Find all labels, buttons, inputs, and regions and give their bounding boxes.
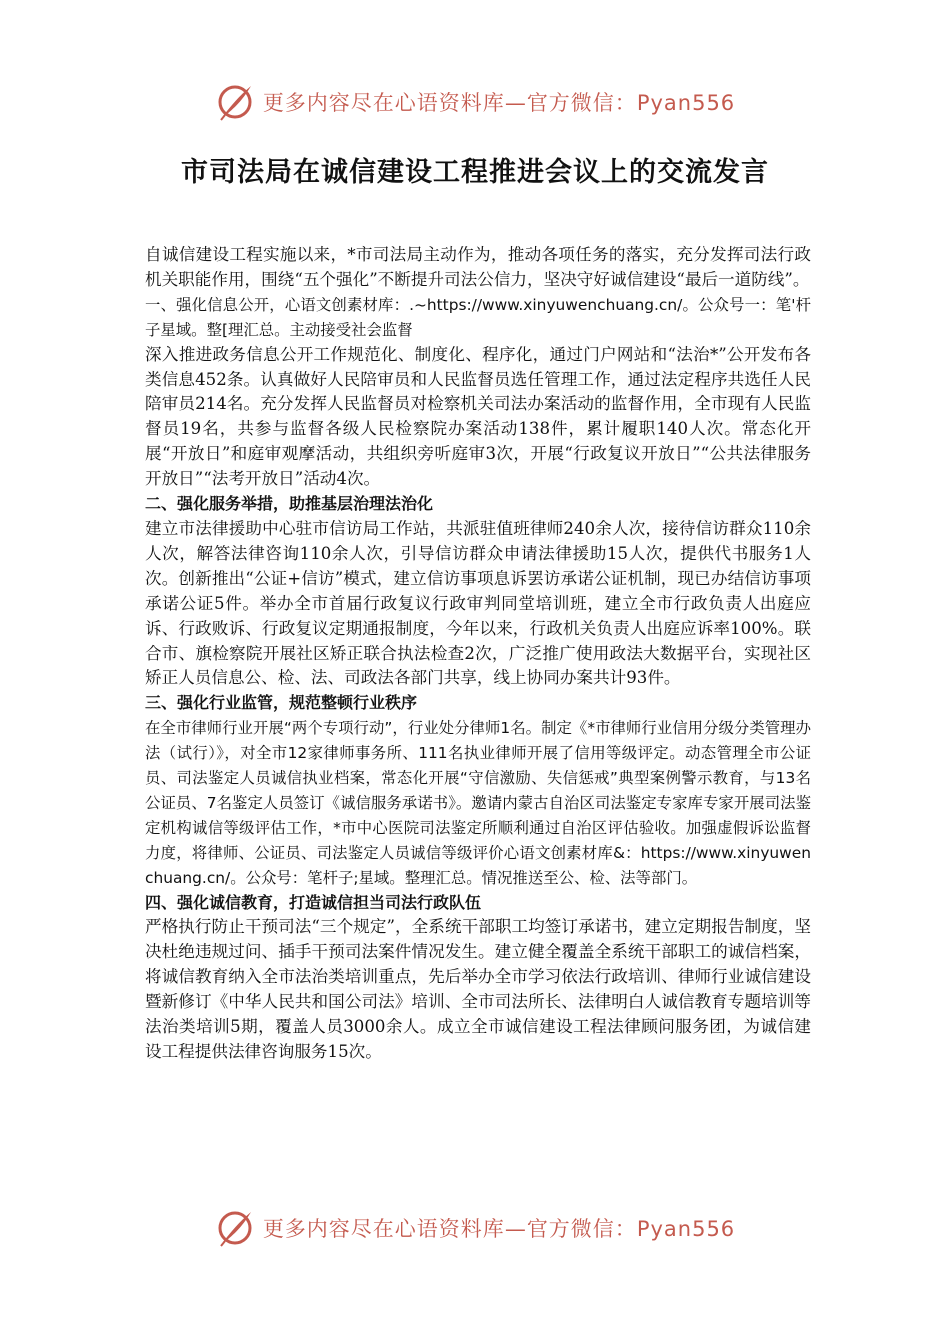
section-4-body: 严格执行防止干预司法“三个规定”，全系统干部职工均签订承诺书，建立定期报告制度，坚决杜绝违规过问、插手干预司法案件情况发生。建立健全覆盖全系统干部职工的诚信档案，将诚信教育纳入全市法治类培训重点，先后举办全市学习依法行政培训、律师行业诚信建设暨新修订《中华人民共和国公司法》培训、全市司法所长、法律明白人诚信教育专题培训等法治类培训5期，覆盖人员3000余人。成立全市诚信建设工程法律顾问服务团，为诚信建设工程提供法律咨询服务15次。 (145, 917, 811, 1061)
header-banner (0, 80, 950, 124)
footer-banner (0, 1206, 950, 1250)
section-2-heading: 二、强化服务举措，助推基层治理法治化 (145, 494, 434, 514)
banner-text: 更多内容尽在心语资料库—官方微信：Pyan556 (262, 91, 736, 115)
document-title: 市司法局在诚信建设工程推进会议上的交流发言 (181, 157, 769, 188)
section-2-body: 建立市法律援助中心驻市信访局工作站，共派驻值班律师240余人次，接待信访群众110余人次，解答法律咨询110余人次，引导信访群众申请法律援助15人次，提供代书服务1人次。创新推出“公证+信访”模式，建立信访事项息诉罢访承诺公证机制，现已办结信访事项承诺公证5件。举办全市首届行政复议行政审判同堂培训班，建立全市行政负责人出庭应诉、行政败诉、行政复议定期通报制度，今年以来，行政机关负责人出庭应诉率100%。联合市、旗检察院开展社区矫正联合执法检查2次，广泛推广使用政法大数据平台，实现社区矫正人员信息公、检、法、司政法各部门共享，线上协同办案共计93件。 (145, 518, 811, 688)
section-1-heading: 一、强化信息公开，心语文创素材库：.~https://www.xinyuwenchuang.cn/。公众号一：笔'杆子星域。整[理汇总。主动接受社会监督 (145, 295, 811, 339)
section-1-body: 深入推进政务信息公开工作规范化、制度化、程序化，通过门户网站和“法治*”公开发布各类信息452条。认真做好人民陪审员和人民监督员选任管理工作，通过法定程序共选任人民陪审员214名。充分发挥人民监督员对检察机关司法办案活动的监督作用，全市现有人民监督员19名，共参与监督各级人民检察院办案活动138件，累计履职140人次。常态化开展“开放日”和庭审观摩活动，共组织旁听庭审3次，开展“行政复议开放日”“公共法律服务开放日”“法考开放日”活动4次。 (145, 344, 811, 489)
intro-paragraph: 自诚信建设工程实施以来，*市司法局主动作为，推动各项任务的落实，充分发挥司法行政机关职能作用，围绕“五个强化”不断提升司法公信力，坚决守好诚信建设“最后一道防线”。 (145, 245, 811, 289)
quill-pen-logo-icon (215, 82, 255, 122)
document-body (145, 243, 811, 1065)
quill-pen-logo-icon (215, 1208, 255, 1248)
section-3-heading: 三、强化行业监管，规范整顿行业秩序 (145, 693, 418, 713)
section-4-heading: 四、强化诚信教育，打造诚信担当司法行政队伍 (145, 892, 482, 912)
banner-text: 更多内容尽在心语资料库—官方微信：Pyan556 (262, 1217, 736, 1241)
section-3-body: 在全市律师行业开展“两个专项行动”，行业处分律师1名。制定《*市律师行业信用分级分类管理办法（试行）》，对全市12家律师事务所、111名执业律师开展了信用等级评定。动态管理全市公证员、司法鉴定人员诚信执业档案，常态化开展“守信激励、失信惩戒”典型案例警示教育，与13名公证员、7名鉴定人员签订《诚信服务承诺书》。邀请内蒙古自治区司法鉴定专家库专家开展司法鉴定机构诚信等级评估工作，*市中心医院司法鉴定所顺利通过自治区评估验收。加强虚假诉讼监督力度，将律师、公证员、司法鉴定人员诚信等级评价心语文创素材库&：https://www.xinyuwenchuang.cn/。公众号：笔杆子;星域。整理汇总。情况推送至公、检、法等部门。 (145, 719, 811, 887)
